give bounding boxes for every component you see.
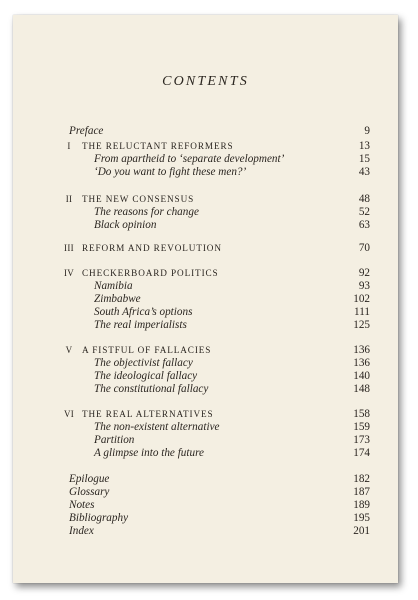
entry-label: Namibia	[94, 280, 133, 292]
part-label: THE NEW CONSENSUS	[82, 194, 195, 204]
entry-label: The non-existent alternative	[94, 421, 220, 433]
entry-page-number: 48	[358, 193, 370, 205]
entry-page-number: 136	[353, 357, 370, 369]
entry-label: South Africa’s options	[94, 306, 193, 318]
toc-entry	[13, 292, 398, 306]
entry-page-number: 148	[353, 383, 370, 395]
entry-page-number: 187	[353, 486, 370, 498]
part-numeral: V	[65, 345, 73, 355]
entry-label: Notes	[69, 499, 95, 511]
entry-label: ‘Do you want to fight these men?’	[94, 166, 247, 178]
part-label: CHECKERBOARD POLITICS	[82, 268, 219, 278]
part-numeral: II	[65, 194, 73, 204]
toc-part-5	[13, 343, 398, 357]
entry-label: The ideological fallacy	[94, 370, 198, 382]
part-numeral: I	[67, 141, 71, 151]
toc-entry-epilogue	[13, 472, 398, 486]
entry-label: The reasons for change	[94, 206, 199, 218]
toc-entry	[13, 446, 398, 460]
entry-label: The constitutional fallacy	[94, 383, 209, 395]
book-page	[13, 15, 398, 583]
toc-entry	[13, 420, 398, 434]
entry-page-number: 70	[358, 242, 370, 254]
entry-page-number: 158	[353, 408, 370, 420]
toc-entry-index	[13, 524, 398, 538]
entry-page-number: 125	[353, 319, 370, 331]
part-label: A FISTFUL OF FALLACIES	[82, 345, 212, 355]
entry-label: Bibliography	[69, 512, 129, 524]
entry-page-number: 159	[353, 421, 370, 433]
toc-entry	[13, 382, 398, 396]
entry-page-number: 111	[354, 306, 370, 318]
entry-page-number: 92	[358, 267, 370, 279]
toc-entry-notes	[13, 498, 398, 512]
entry-page-number: 189	[353, 499, 370, 511]
part-label: REFORM AND REVOLUTION	[82, 243, 222, 253]
entry-page-number: 9	[364, 125, 370, 137]
toc-entry	[13, 369, 398, 383]
part-label: THE REAL ALTERNATIVES	[82, 409, 214, 419]
entry-page-number: 201	[353, 525, 370, 537]
toc-entry	[13, 318, 398, 332]
entry-label: Zimbabwe	[94, 293, 141, 305]
toc-entry	[13, 205, 398, 219]
entry-page-number: 63	[358, 219, 370, 231]
entry-page-number: 52	[358, 206, 370, 218]
contents-title: CONTENTS	[162, 74, 249, 89]
entry-page-number: 140	[353, 370, 370, 382]
toc-entry	[13, 433, 398, 447]
entry-page-number: 15	[358, 153, 370, 165]
toc-entry	[13, 356, 398, 370]
entry-label: Black opinion	[94, 219, 157, 231]
entry-label: Index	[69, 525, 94, 537]
toc-part-6	[13, 407, 398, 421]
toc-part-1	[13, 139, 398, 153]
entry-label: The real imperialists	[94, 319, 187, 331]
part-numeral: III	[64, 243, 74, 253]
entry-page-number: 13	[358, 140, 370, 152]
toc-part-4	[13, 266, 398, 280]
entry-page-number: 174	[353, 447, 370, 459]
entry-label: Preface	[69, 125, 104, 137]
entry-page-number: 182	[353, 473, 370, 485]
part-numeral: VI	[63, 409, 75, 419]
entry-page-number: 93	[358, 280, 370, 292]
toc-part-2	[13, 192, 398, 206]
toc-entry-preface	[13, 124, 398, 138]
entry-label: Partition	[94, 434, 135, 446]
toc-entry	[13, 165, 398, 179]
entry-page-number: 136	[353, 344, 370, 356]
toc-entry	[13, 152, 398, 166]
entry-page-number: 195	[353, 512, 370, 524]
entry-page-number: 43	[358, 166, 370, 178]
entry-label: The objectivist fallacy	[94, 357, 193, 369]
toc-entry	[13, 305, 398, 319]
entry-page-number: 173	[353, 434, 370, 446]
part-label: THE RELUCTANT REFORMERS	[82, 141, 234, 151]
part-numeral: IV	[63, 268, 75, 278]
entry-label: A glimpse into the future	[94, 447, 205, 459]
entry-label: Epilogue	[69, 473, 110, 485]
toc-entry	[13, 218, 398, 232]
entry-label: From apartheid to ‘separate development’	[94, 153, 285, 165]
entry-label: Glossary	[69, 486, 110, 498]
entry-page-number: 102	[353, 293, 370, 305]
toc-entry-glossary	[13, 485, 398, 499]
toc-part-3	[13, 241, 398, 255]
toc-entry-bibliography	[13, 511, 398, 525]
toc-entry	[13, 279, 398, 293]
